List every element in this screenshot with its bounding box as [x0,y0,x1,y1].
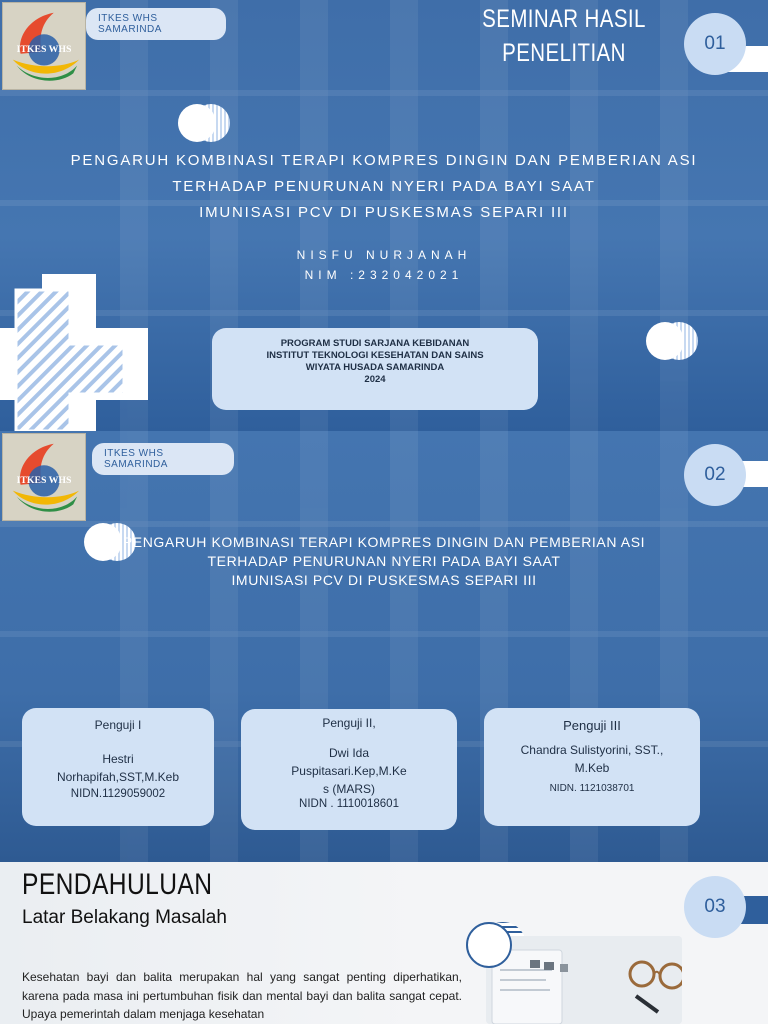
institution-logo [2,433,86,521]
heading-line-2: PENELITIAN [502,39,626,67]
svg-text:ITKES WHS: ITKES WHS [16,43,72,55]
title-line: IMUNISASI PCV DI PUSKESMAS SEPARI III [199,204,569,221]
title-line: TERHADAP PENURUNAN NYERI PADA BAYI SAAT [172,178,596,195]
section-heading: PENDAHULUAN [22,868,213,901]
examiner-name: Norhapifah,SST,M.Keb [56,770,180,784]
author-nim: NIM :232042021 [304,268,464,282]
svg-text:ITKES WHS: ITKES WHS [16,474,72,486]
slide-number: 02 [684,444,746,506]
section-subheading: Latar Belakang Masalah [22,907,227,928]
examiner-name: s (MARS) [323,782,375,796]
heading-line-1: SEMINAR HASIL [482,5,646,33]
examiner-name: Puspitasari.Kep,M.Ke [291,764,407,778]
examiner-role: Penguji III [563,718,621,733]
institution-logo [2,2,86,90]
examiner-name: Dwi Ida [328,746,369,760]
intro-paragraph: Kesehatan bayi dan balita merupakan hal yang sangat penting diperhatikan, karena pada masa ini pertumbuhan fisik dan mental bayi dan balita sangat cepat. Upaya pemerintah dalam menjaga kesehatan [22,970,462,1021]
title-line: PENGARUH KOMBINASI TERAPI KOMPRES DINGIN DAN PEMBERIAN ASI [70,152,698,169]
examiner-card-3 [484,708,700,826]
research-title [40,148,728,226]
program-line: 2024 [364,374,386,385]
slide-number: 03 [684,876,746,938]
decorative-circles [646,322,698,360]
examiner-role: Penguji I [94,718,142,732]
examiner-name: M.Keb [574,761,610,775]
examiner-nidn: NIDN.1129059002 [70,788,166,800]
title-line: TERHADAP PENURUNAN NYERI PADA BAYI SAAT [207,553,561,569]
program-line: WIYATA HUSADA SAMARINDA [305,362,445,373]
examiner-card-1 [22,708,214,826]
examiner-card-2 [241,709,457,830]
slide-title [0,0,768,431]
examiner-nidn: NIDN . 1110018601 [299,798,399,810]
title-line: PENGARUH KOMBINASI TERAPI KOMPRES DINGIN DAN PEMBERIAN ASI [122,534,646,550]
research-title [40,533,728,590]
slide-heading [469,2,659,70]
examiner-name: Hestri [102,752,134,766]
program-line: INSTITUT TEKNOLOGI KESEHATAN DAN SAINS [266,350,484,361]
examiner-nidn: NIDN. 1121038701 [549,783,635,794]
decorative-cross [0,274,148,431]
desk-photo [486,936,682,1024]
decorative-circles [178,104,230,142]
title-line: IMUNISASI PCV DI PUSKESMAS SEPARI III [231,572,537,588]
org-label: ITKES WHS SAMARINDA [86,8,226,40]
examiner-name: Chandra Sulistyorini, SST., [520,743,664,757]
org-label: ITKES WHS SAMARINDA [92,443,234,475]
examiner-role: Penguji II, [322,716,376,730]
program-line: PROGRAM STUDI SARJANA KEBIDANAN [280,338,470,349]
author-name: NISFU NURJANAH [296,248,472,262]
program-info [212,328,538,410]
slide-number: 01 [684,13,746,75]
